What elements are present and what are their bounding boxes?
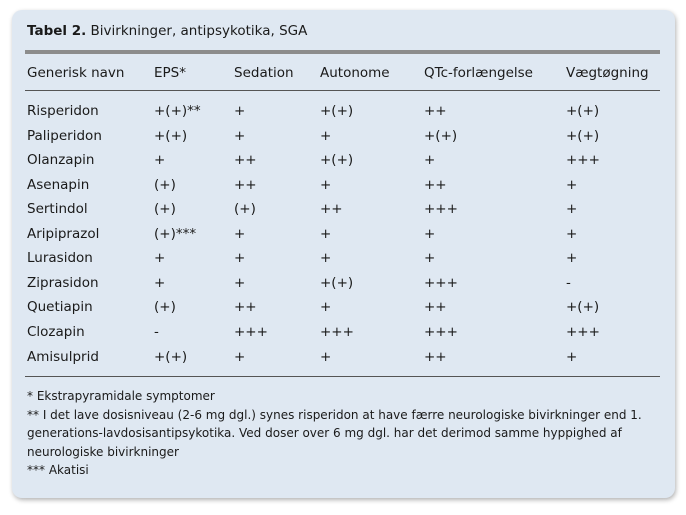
cell-name: Paliperidon xyxy=(27,128,102,144)
cell-autonome: + xyxy=(320,250,332,266)
cell-qtc: ++ xyxy=(424,103,447,119)
cell-autonome: + xyxy=(320,299,332,315)
header-autonome: Autonome xyxy=(320,65,390,81)
cell-name: Olanzapin xyxy=(27,152,95,168)
cell-eps: + xyxy=(154,275,166,291)
cell-qtc: +++ xyxy=(424,275,458,291)
cell-vaegtoegning: +(+) xyxy=(566,128,600,144)
cell-eps: +(+) xyxy=(154,128,188,144)
cell-qtc: ++ xyxy=(424,349,447,365)
footnote: ** I det lave dosisniveau (2-6 mg dgl.) synes risperidon at have færre neurologiske bivirkninger end 1. generations-lavdosisantipsykotika. Ved doser over 6 mg dgl. har det derimod samme hyppighed af neurologiske bivirkninger xyxy=(27,407,642,459)
cell-vaegtoegning: +(+) xyxy=(566,103,600,119)
cell-autonome: +(+) xyxy=(320,152,354,168)
cell-name: Clozapin xyxy=(27,324,85,340)
cell-name: Risperidon xyxy=(27,103,99,119)
header-generisk-navn: Generisk navn xyxy=(27,65,125,81)
footer-divider xyxy=(25,376,660,377)
cell-qtc: +++ xyxy=(424,324,458,340)
cell-eps: (+) xyxy=(154,201,176,217)
cell-sedation: ++ xyxy=(234,152,257,168)
cell-eps: + xyxy=(154,250,166,266)
cell-vaegtoegning: + xyxy=(566,201,578,217)
footnote: *** Akatisi xyxy=(27,463,89,477)
cell-autonome: ++ xyxy=(320,201,343,217)
cell-qtc: ++ xyxy=(424,299,447,315)
cell-sedation: ++ xyxy=(234,177,257,193)
cell-qtc: +(+) xyxy=(424,128,458,144)
cell-sedation: + xyxy=(234,275,246,291)
cell-autonome: + xyxy=(320,349,332,365)
cell-eps: +(+)** xyxy=(154,103,201,119)
cell-sedation: + xyxy=(234,103,246,119)
table-number-label: Tabel 2. xyxy=(27,23,87,39)
cell-eps: + xyxy=(154,152,166,168)
cell-autonome: +++ xyxy=(320,324,354,340)
cell-qtc: + xyxy=(424,226,436,242)
cell-sedation: ++ xyxy=(234,299,257,315)
cell-vaegtoegning: +++ xyxy=(566,152,600,168)
cell-name: Lurasidon xyxy=(27,250,93,266)
cell-sedation: + xyxy=(234,250,246,266)
cell-vaegtoegning: + xyxy=(566,177,578,193)
cell-eps: (+)*** xyxy=(154,226,197,242)
cell-eps: (+) xyxy=(154,177,176,193)
cell-sedation: + xyxy=(234,349,246,365)
cell-qtc: + xyxy=(424,152,436,168)
cell-eps: (+) xyxy=(154,299,176,315)
cell-eps: +(+) xyxy=(154,349,188,365)
cell-sedation: (+) xyxy=(234,201,256,217)
cell-name: Aripiprazol xyxy=(27,226,100,242)
cell-vaegtoegning: +++ xyxy=(566,324,600,340)
cell-vaegtoegning: + xyxy=(566,349,578,365)
cell-qtc: ++ xyxy=(424,177,447,193)
cell-name: Ziprasidon xyxy=(27,275,99,291)
cell-eps: - xyxy=(154,324,159,340)
cell-autonome: +(+) xyxy=(320,103,354,119)
cell-vaegtoegning: + xyxy=(566,250,578,266)
cell-autonome: +(+) xyxy=(320,275,354,291)
header-eps: EPS* xyxy=(154,65,186,81)
cell-vaegtoegning: +(+) xyxy=(566,299,600,315)
title-divider xyxy=(25,50,660,54)
cell-name: Quetiapin xyxy=(27,299,93,315)
cell-name: Amisulprid xyxy=(27,349,99,365)
header-sedation: Sedation xyxy=(234,65,294,81)
cell-autonome: + xyxy=(320,128,332,144)
cell-vaegtoegning: - xyxy=(566,275,571,291)
cell-qtc: +++ xyxy=(424,201,458,217)
cell-vaegtoegning: + xyxy=(566,226,578,242)
footnotes xyxy=(27,387,657,480)
table-title xyxy=(27,23,307,39)
cell-qtc: + xyxy=(424,250,436,266)
header-divider xyxy=(25,90,660,91)
header-vaegtoegning: Vægtøgning xyxy=(566,65,649,81)
footnote: * Ekstrapyramidale symptomer xyxy=(27,389,215,403)
cell-autonome: + xyxy=(320,226,332,242)
table-title-text: Bivirkninger, antipsykotika, SGA xyxy=(90,23,308,39)
table-card xyxy=(12,10,675,498)
cell-sedation: +++ xyxy=(234,324,268,340)
cell-name: Asenapin xyxy=(27,177,90,193)
cell-name: Sertindol xyxy=(27,201,88,217)
cell-autonome: + xyxy=(320,177,332,193)
cell-sedation: + xyxy=(234,128,246,144)
header-qtc: QTc-forlængelse xyxy=(424,65,533,81)
cell-sedation: + xyxy=(234,226,246,242)
